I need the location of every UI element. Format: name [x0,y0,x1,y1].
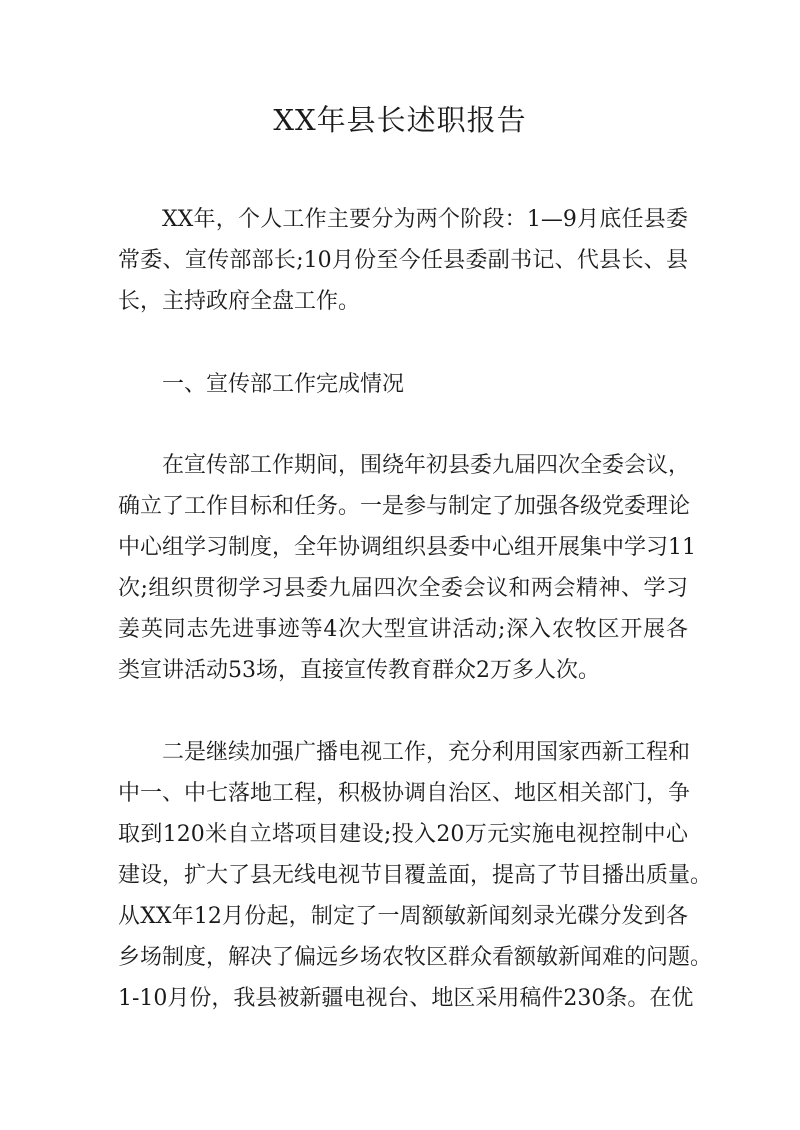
paragraph-1-line-1: 在宣传部工作期间，围绕年初县委九届四次全委会议， [162,453,691,478]
paragraph-2-line-6: 乡场制度，解决了偏远乡场农牧区群众看额敏新闻难的问题。 [118,945,713,970]
paragraph-1 [118,445,696,691]
paragraph-2-line-2: 中一、中七落地工程，积极协调自治区、地区相关部门，争 [118,781,691,806]
paragraph-1-line-4: 次;组织贯彻学习县委九届四次全委会议和两会精神、学习 [118,576,688,601]
paragraph-2-line-4: 建设，扩大了县无线电视节目覆盖面，提高了节目播出质量。 [118,863,713,888]
intro-line-2: 常委、宣传部部长;10月份至今任县委副书记、代县长、县 [118,248,688,273]
document-title: XX年县长述职报告 [273,103,527,137]
paragraph-2-line-3: 取到120米自立塔项目建设;投入20万元实施电视控制中心 [118,822,688,847]
section-heading: 一、宣传部工作完成情况 [162,372,405,397]
paragraph-2 [118,732,713,1019]
intro-line-3: 长，主持政府全盘工作。 [118,289,361,314]
paragraph-1-line-2: 确立了工作目标和任务。一是参与制定了加强各级党委理论 [118,494,691,519]
paragraph-1-line-6: 类宣讲活动53场，直接宣传教育群众2万多人次。 [118,658,600,683]
paragraph-2-line-7: 1-10月份，我县被新疆电视台、地区采用稿件230条。在优 [118,986,694,1011]
intro-line-1: XX年，个人工作主要分为两个阶段：1—9月底任县委 [162,207,688,232]
paragraph-2-line-1: 二是继续加强广播电视工作，充分利用国家西新工程和 [162,740,691,765]
paragraph-1-line-5: 姜英同志先进事迹等4次大型宣讲活动;深入农牧区开展各 [118,617,688,642]
intro-paragraph [118,199,688,322]
paragraph-2-line-5: 从XX年12月份起，制定了一周额敏新闻刻录光碟分发到各 [118,904,688,929]
paragraph-1-line-3: 中心组学习制度，全年协调组织县委中心组开展集中学习11 [118,535,696,560]
